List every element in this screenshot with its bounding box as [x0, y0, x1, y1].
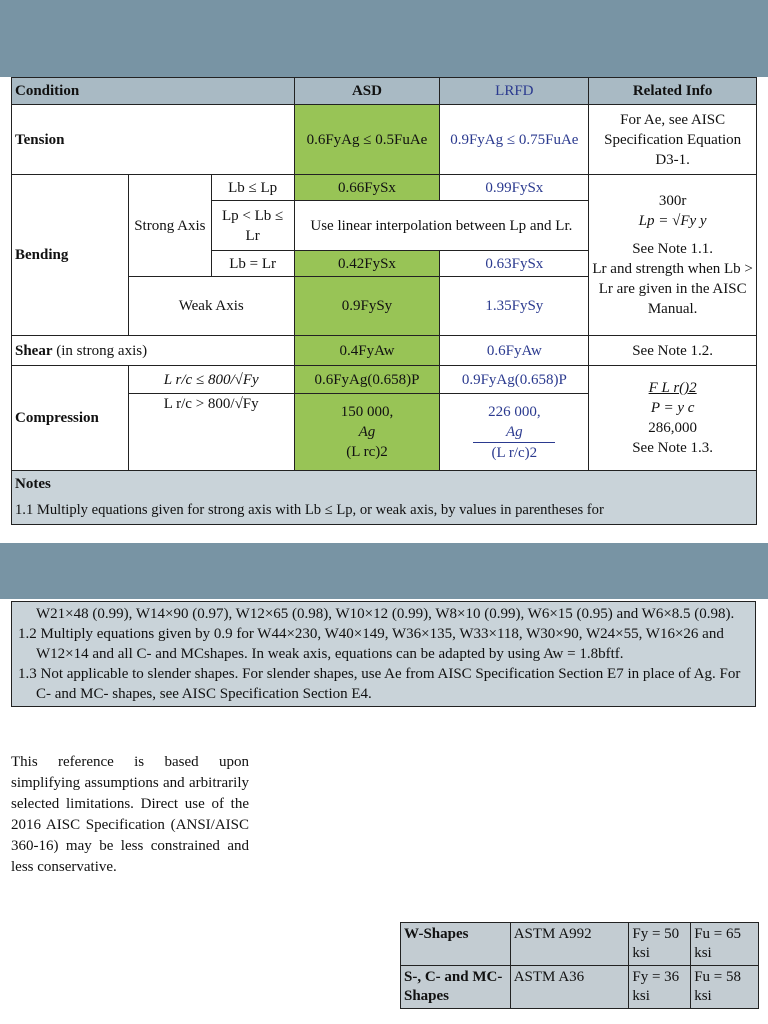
bending-cond-3: Lb = Lr: [211, 251, 294, 277]
bending-lrfd-1: 0.99FySx: [440, 175, 589, 201]
compression-asd-2-den: (L rc)2: [346, 444, 388, 460]
shear-row: [12, 336, 757, 366]
shear-label: Shear: [15, 342, 53, 359]
notes-continued: [11, 601, 756, 707]
materials-table: [400, 922, 759, 1009]
shear-label-cell: [12, 336, 295, 366]
compression-asd-2-ag: Ag: [358, 424, 376, 440]
shear-lrfd: 0.6FyAw: [440, 336, 589, 366]
bending-info-rest: Lr and strength when Lb > Lr are given in the AISC Manual.: [592, 261, 753, 317]
header-related: Related Info: [589, 78, 757, 105]
compression-cond-2: L r/c > 800/√Fy: [128, 394, 294, 471]
bending-info: [589, 175, 757, 336]
header-lrfd: LRFD: [440, 78, 589, 105]
material-astm: ASTM A36: [510, 966, 629, 1009]
compression-info: [589, 366, 757, 471]
materials-row: [401, 923, 759, 966]
notes-title: Notes: [15, 476, 51, 492]
compression-info-p: P = y c: [650, 400, 695, 416]
bending-asd-1: 0.66FySx: [294, 175, 440, 201]
bending-info-top: 300r: [658, 193, 687, 209]
strong-axis-label: Strong Axis: [128, 175, 211, 277]
tension-asd: 0.6FyAg ≤ 0.5FuAe: [294, 105, 440, 175]
compression-label: Compression: [12, 366, 129, 471]
materials-row: [401, 966, 759, 1009]
notes-cell: [12, 471, 757, 525]
compression-info-top: F L r()2: [648, 380, 697, 396]
weak-asd: 0.9FySy: [294, 277, 440, 336]
material-fu: Fu = 58 ksi: [691, 966, 759, 1009]
material-shape: S-, C- and MC-Shapes: [401, 966, 511, 1009]
compression-info-val: 286,000: [648, 420, 697, 436]
bending-interpolation: Use linear interpolation between Lp and Lr.: [294, 201, 589, 251]
compression-row-1: [12, 366, 757, 394]
bending-cond-2: Lp < Lb ≤ Lr: [211, 201, 294, 251]
header-condition: Condition: [12, 78, 295, 105]
note-1-1-start: 1.1 Multiply equations given for strong axis with Lb ≤ Lp, or weak axis, by values in parentheses for: [15, 502, 604, 518]
material-fu: Fu = 65 ksi: [691, 923, 759, 966]
weak-axis-label: Weak Axis: [128, 277, 294, 336]
tension-info: For Ae, see AISC Specification Equation D3-1.: [589, 105, 757, 175]
compression-asd-2-num: 150 000,: [340, 404, 394, 420]
compression-info-note: See Note 1.3.: [632, 440, 714, 456]
header-row: [12, 78, 757, 105]
compression-asd-2: [294, 394, 440, 471]
compression-lrfd-2-ag: Ag: [506, 423, 523, 440]
tension-lrfd: 0.9FyAg ≤ 0.75FuAe: [440, 105, 589, 175]
bending-row-1: [12, 175, 757, 201]
disclaimer-text: This reference is based upon simplifying assumptions and arbitrarily selected limitations. Direct use of the 2016 AISC Specification (ANSI/AISC 360-16) may be less constrained and less conservative.: [11, 754, 249, 875]
shear-label-suffix: (in strong axis): [56, 342, 148, 359]
header-asd: ASD: [294, 78, 440, 105]
material-shape: W-Shapes: [401, 923, 511, 966]
material-fy: Fy = 36 ksi: [629, 966, 691, 1009]
compression-asd-1: 0.6FyAg(0.658)P: [294, 366, 440, 394]
material-fy: Fy = 50 ksi: [629, 923, 691, 966]
top-band: [0, 0, 768, 77]
notes-row: [12, 471, 757, 525]
bending-info-note: See Note 1.1.: [632, 241, 714, 257]
bending-info-lp: Lp = √Fy y: [638, 213, 707, 229]
tension-label: Tension: [12, 105, 295, 175]
compression-lrfd-1: 0.9FyAg(0.658)P: [440, 366, 589, 394]
bending-label: Bending: [12, 175, 129, 336]
design-table: [11, 77, 757, 525]
note-1-3: 1.3 Not applicable to slender shapes. For slender shapes, use Ae from AISC Specification Section E7 in place of Ag. For C- and MC- shapes, see AISC Specification Section E4.: [18, 666, 741, 702]
compression-lrfd-2-den: (L r/c)2: [473, 442, 555, 463]
compression-cond-1: L r/c ≤ 800/√Fy: [128, 366, 294, 394]
material-astm: ASTM A992: [510, 923, 629, 966]
compression-lrfd-2: [440, 394, 589, 471]
bending-lrfd-3: 0.63FySx: [440, 251, 589, 277]
shear-asd: 0.4FyAw: [294, 336, 440, 366]
tension-row: [12, 105, 757, 175]
middle-band: [0, 543, 768, 599]
weak-lrfd: 1.35FySy: [440, 277, 589, 336]
compression-lrfd-2-num: 226 000,: [488, 403, 541, 420]
note-1-1-continued: W21×48 (0.99), W14×90 (0.97), W12×65 (0.98), W10×12 (0.99), W8×10 (0.99), W6×15 (0.95) and W6×8.5 (0.98).: [36, 606, 735, 622]
shear-info: See Note 1.2.: [589, 336, 757, 366]
note-1-2: 1.2 Multiply equations given by 0.9 for W44×230, W40×149, W36×135, W33×118, W30×90, W24×55, W16×26 and W12×14 and all C- and MCshapes. In weak axis, equations can be adapted by using Aw = 1.8bftf.: [18, 626, 724, 662]
bending-asd-3: 0.42FySx: [294, 251, 440, 277]
bending-cond-1: Lb ≤ Lp: [211, 175, 294, 201]
